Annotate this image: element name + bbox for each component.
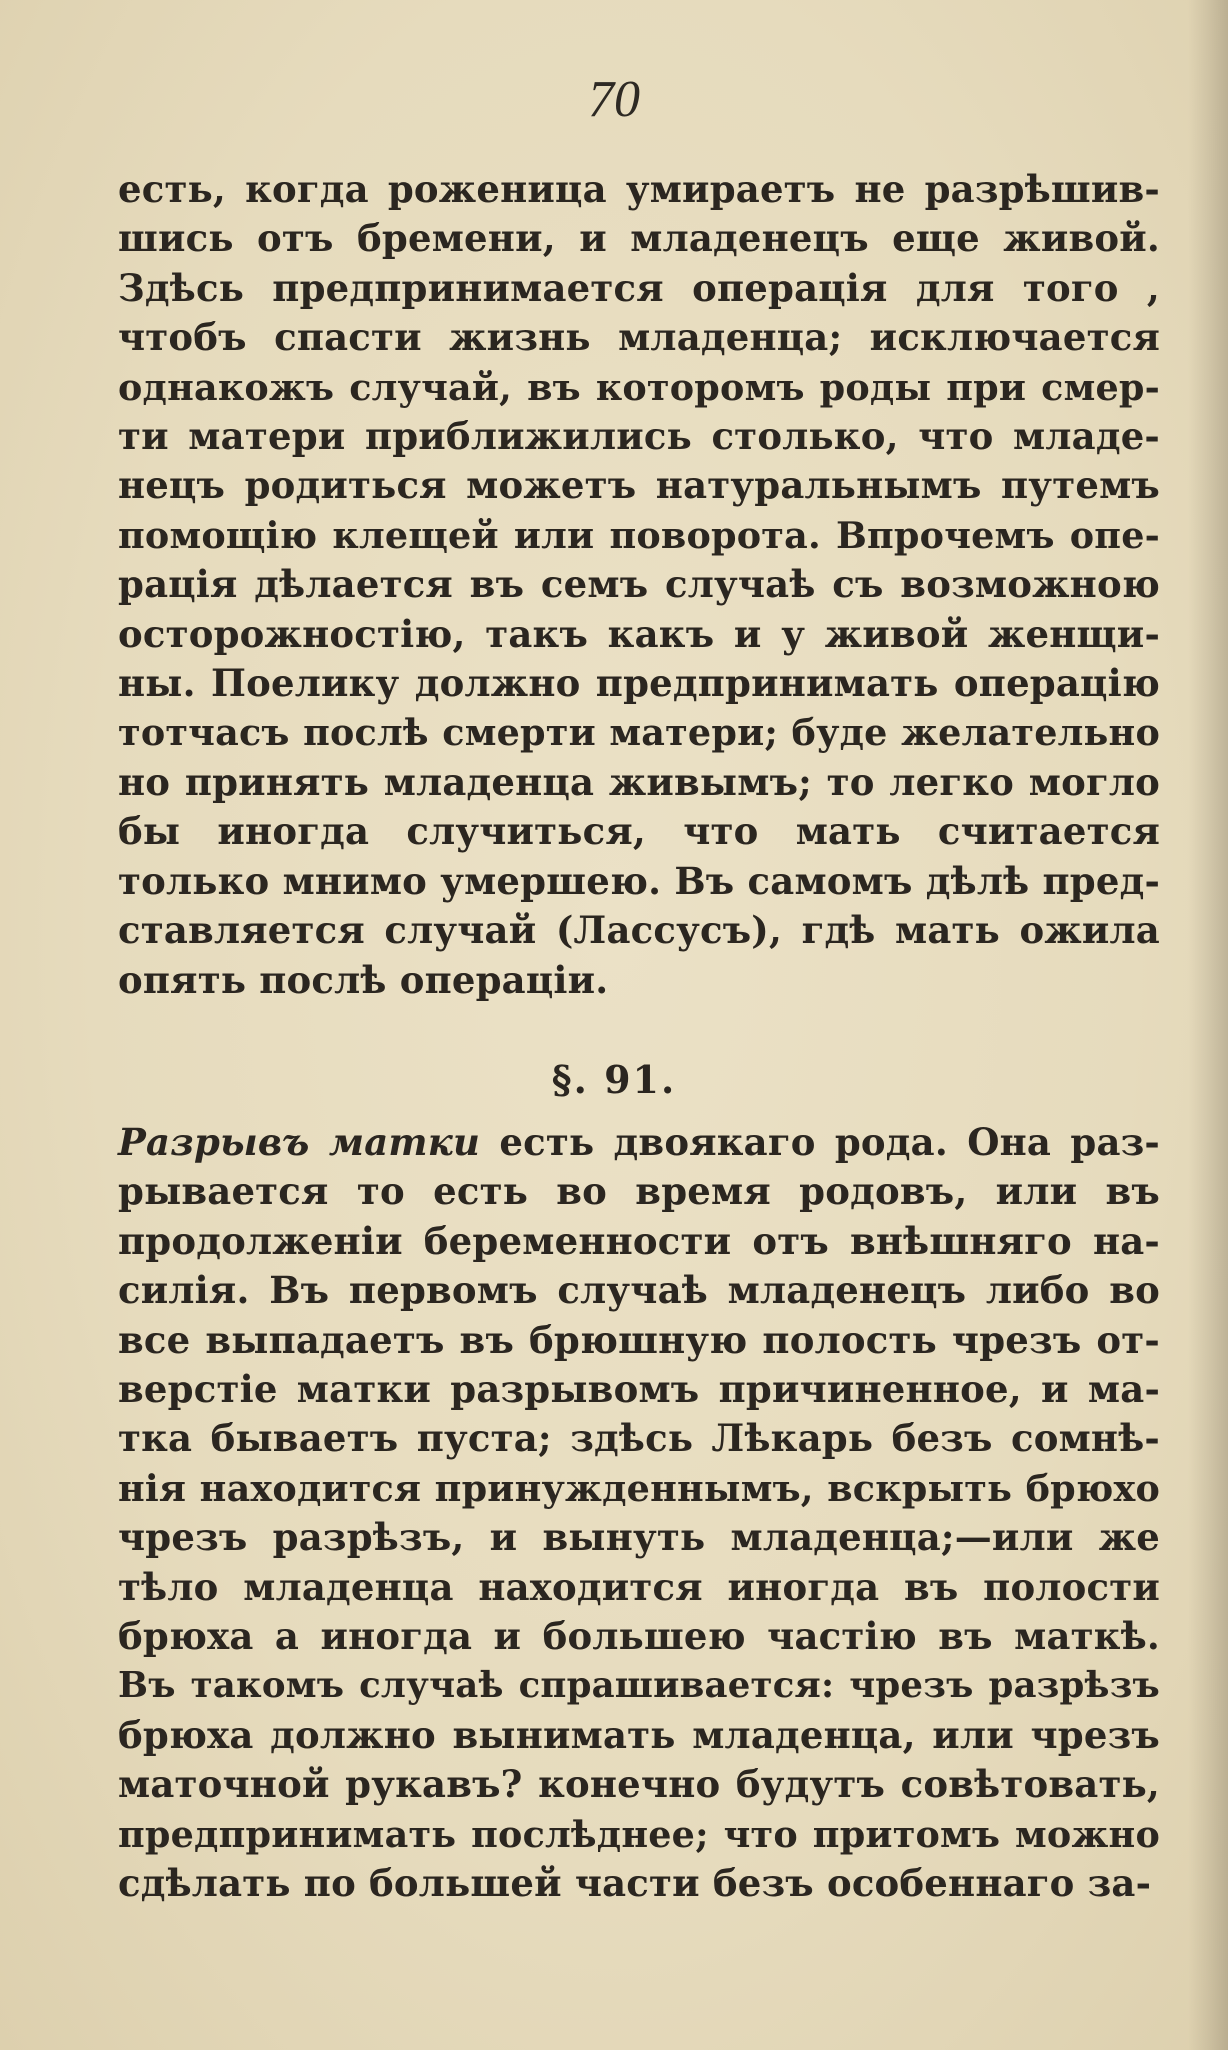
text-line: шись отъ бремени, и младенецъ еще живой. — [118, 216, 1160, 261]
text-line: только мнимо умершею. Въ самомъ дѣлѣ пред- — [118, 858, 1160, 903]
text-line: ны. Поелику должно предпринимать операцію — [118, 661, 1160, 706]
text-line: нія находится принужденнымъ, вскрыть брюхо — [118, 1466, 1160, 1510]
paragraph-1 — [118, 165, 1160, 1005]
text-line: бы иногда случиться, что мать считается — [118, 809, 1160, 854]
text-line: рація дѣлается въ семъ случаѣ съ возможною — [118, 562, 1160, 607]
text-line: Здѣсь предпринимается операція для того , — [118, 265, 1160, 310]
text-line: верстіе матки разрывомъ причиненное, и ма- — [118, 1367, 1160, 1412]
text-line: чрезъ разрѣзъ, и вынуть младенца;—или же — [118, 1515, 1160, 1560]
text-line: помощію клещей или поворота. Впрочемъ опе- — [118, 513, 1160, 557]
text-line: сдѣлать по большей части безъ особеннаго за- — [118, 1861, 1152, 1906]
text-line: продолженіи беременности отъ внѣшняго на- — [118, 1218, 1160, 1263]
text-line: рывается то есть во время родовъ, или въ — [118, 1169, 1160, 1214]
text-line: силія. Въ первомъ случаѣ младенецъ либо во — [118, 1268, 1160, 1313]
italic-term: Разрывъ матки — [118, 1120, 481, 1164]
text-line: брюха а иногда и большею частію въ маткѣ. — [118, 1614, 1160, 1659]
text-line: тка бываетъ пуста; здѣсь Лѣкарь безъ сомнѣ- — [118, 1416, 1160, 1461]
paragraph-2-first-line — [118, 1118, 1160, 1167]
first-line-rest: есть двоякаго рода. Она раз- — [499, 1120, 1160, 1164]
text-line: все выпадаетъ въ брюшную полость чрезъ от- — [118, 1317, 1160, 1362]
text-line: осторожностію, такъ какъ и у живой женщи- — [118, 611, 1160, 656]
text-line: маточной рукавъ? конечно будутъ совѣтовать, — [118, 1762, 1160, 1807]
text-line: опять послѣ операціи. — [118, 957, 609, 1002]
text-line: однакожъ случай, въ которомъ роды при смер- — [118, 365, 1160, 409]
paragraph-2 — [118, 1118, 1160, 1909]
text-line: ставляется случай (Лассусъ), гдѣ мать ожила — [118, 908, 1160, 953]
text-line: Въ такомъ случаѣ спрашивается: чрезъ разрѣзъ — [118, 1665, 1160, 1707]
text-line: есть, когда роженица умираетъ не разрѣшив- — [118, 167, 1160, 211]
text-line: чтобъ спасти жизнь младенца; исключается — [118, 315, 1160, 360]
text-line: но принять младенца живымъ; то легко могло — [118, 759, 1160, 804]
text-line: ти матери приближились столько, что младе- — [118, 414, 1160, 459]
text-line: тѣло младенца находится иногда въ полости — [118, 1564, 1160, 1609]
page-number: 70 — [588, 71, 640, 128]
text-line: тотчасъ послѣ смерти матери; буде желательно — [118, 711, 1160, 755]
text-line: предпринимать послѣднее; что притомъ можно — [118, 1812, 1160, 1856]
text-line: брюха должно вынимать младенца, или чрезъ — [118, 1712, 1160, 1757]
text-line: нецъ родиться можетъ натуральнымъ путемъ — [118, 463, 1160, 508]
page-edge-shadow — [1188, 0, 1228, 2050]
section-heading: §. 91. — [551, 1057, 677, 1102]
